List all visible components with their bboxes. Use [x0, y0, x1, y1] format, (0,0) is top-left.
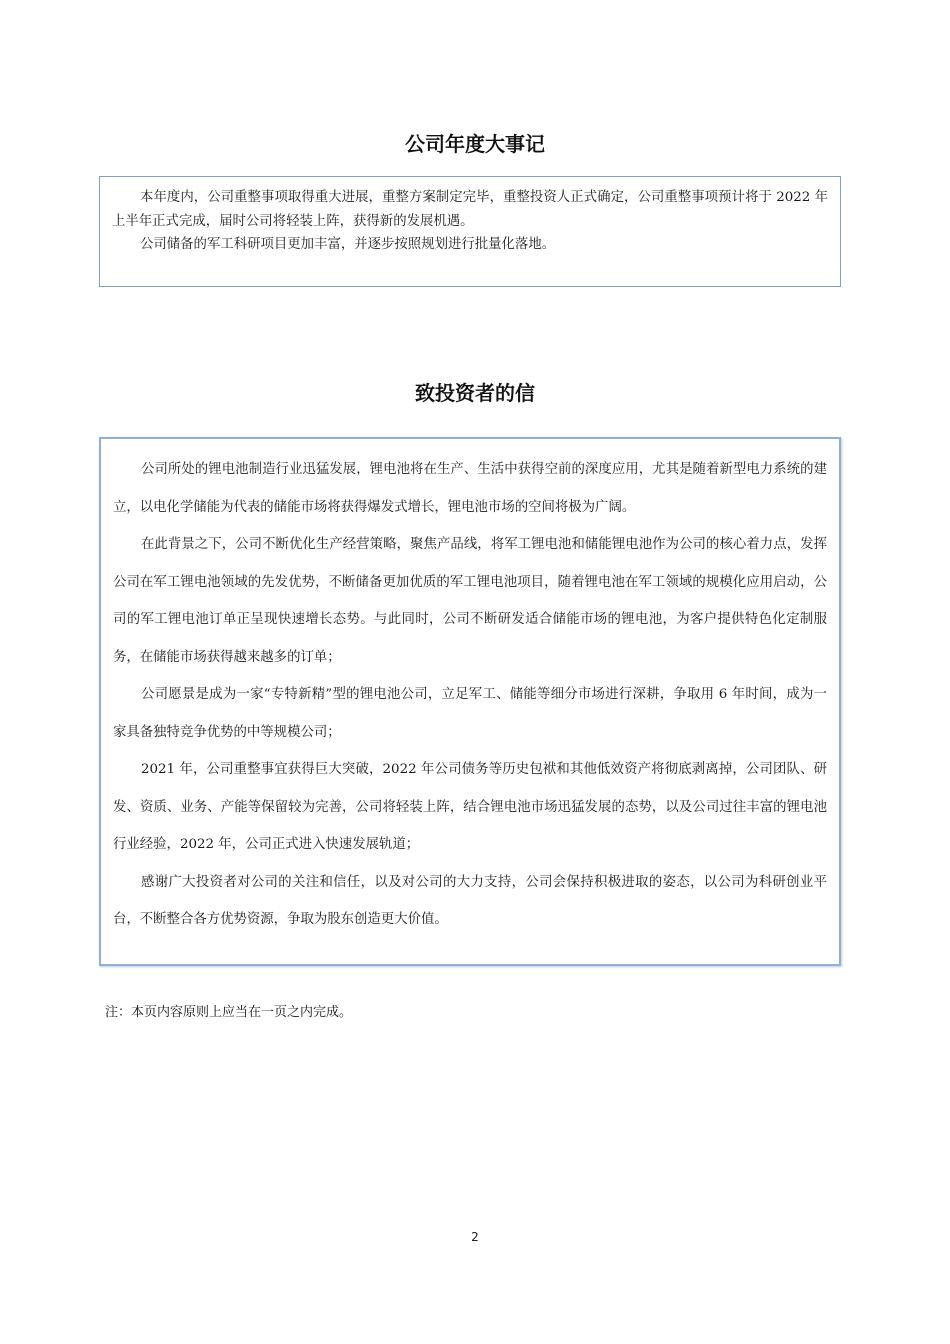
letter-paragraph: 公司愿景是成为一家“专特新精”型的锂电池公司，立足军工、储能等细分市场进行深耕，争取用 6 年时间，成为一家具备独特竞争优势的中等规模公司； [113, 687, 827, 740]
letter-box [99, 437, 841, 966]
page-note: 注：本页内容原则上应当在一页之内完成。 [105, 1005, 353, 1020]
events-paragraph: 公司储备的军工科研项目更加丰富，并逐步按照规划进行批量化落地。 [140, 237, 556, 252]
letter-paragraph: 感谢广大投资者对公司的关注和信任，以及对公司的大力支持，公司会保持积极进取的姿态，以公司为科研创业平台，不断整合各方优势资源，争取为股东创造更大价值。 [113, 874, 827, 927]
letter-paragraph: 2021 年，公司重整事宜获得巨大突破，2022 年公司债务等历史包袱和其他低效资产将彻底剥离掉，公司团队、研发、资质、业务、产能等保留较为完善，公司将轻装上阵，结合锂电池市场迅猛发展的态势，以及公司过往丰富的锂电池行业经验，2022 年，公司正式进入快速发展轨道； [113, 762, 827, 852]
letter-paragraph: 公司所处的锂电池制造行业迅猛发展，锂电池将在生产、生活中获得空前的深度应用，尤其是随着新型电力系统的建立，以电化学储能为代表的储能市场将获得爆发式增长，锂电池市场的空间将极为广阔。 [113, 462, 827, 515]
events-box [99, 176, 841, 287]
page-number: 2 [471, 1230, 479, 1244]
events-title: 公司年度大事记 [405, 132, 545, 156]
events-paragraph: 本年度内，公司重整事项取得重大进展，重整方案制定完毕，重整投资人正式确定，公司重整事项预计将于 2022 年上半年正式完成，届时公司将轻装上阵，获得新的发展机遇。 [112, 190, 828, 229]
letter-title: 致投资者的信 [415, 381, 535, 405]
letter-paragraph: 在此背景之下，公司不断优化生产经营策略，聚焦产品线，将军工锂电池和储能锂电池作为公司的核心着力点，发挥公司在军工锂电池领域的先发优势，不断储备更加优质的军工锂电池项目，随着锂电池在军工领域的规模化应用启动，公司的军工锂电池订单正呈现快速增长态势。与此同时，公司不断研发适合储能市场的锂电池，为客户提供特色化定制服务，在储能市场获得越来越多的订单； [113, 537, 827, 665]
